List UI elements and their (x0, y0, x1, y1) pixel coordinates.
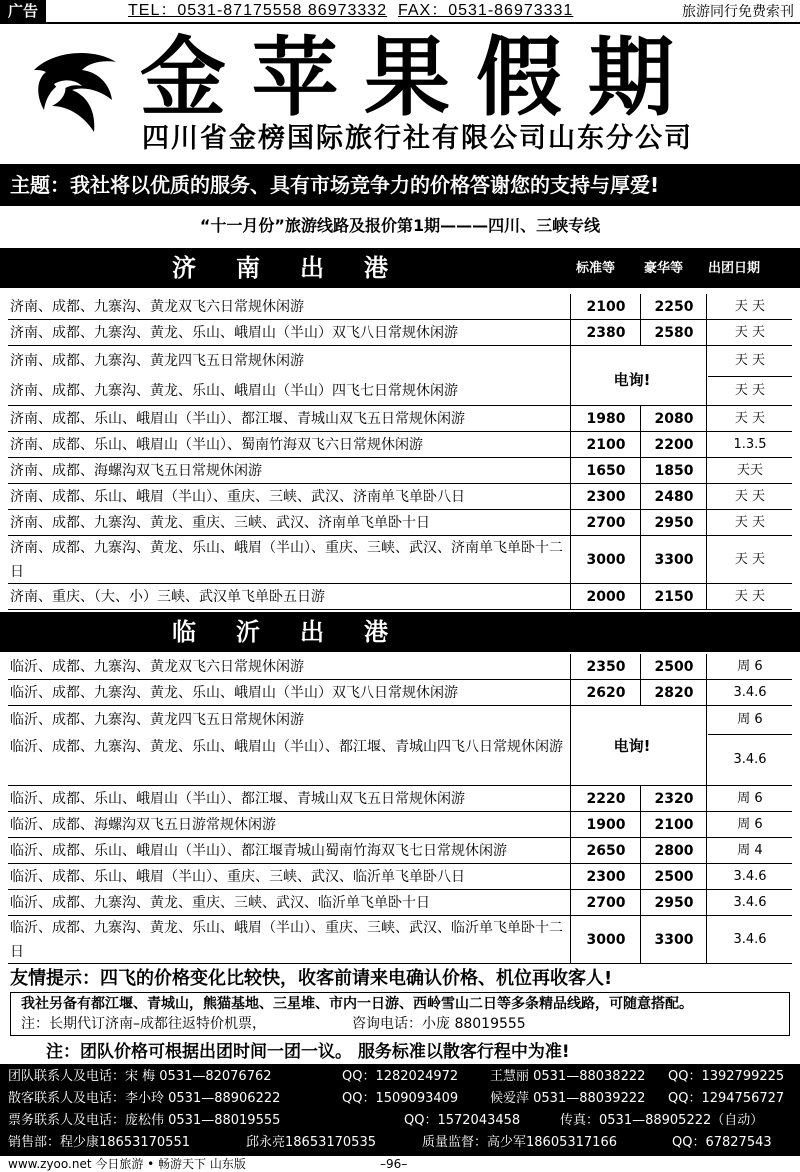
route-name: 济南、成都、乐山、峨眉山（半山）、蜀南竹海双飞六日常规休闲游 (10, 437, 423, 453)
route-name: 济南、成都、乐山、峨眉（半山）、重庆、三峡、武汉、济南单飞单卧八日 (10, 489, 465, 505)
route-name: 临沂、成都、乐山、峨眉（半山）、重庆、三峡、武汉、临沂单飞单卧八日 (10, 869, 465, 885)
table-row (8, 432, 792, 458)
price-luxury: 3300 (654, 552, 694, 568)
quality-supervisor: 质量监督：高少军18605317166 (422, 1135, 617, 1150)
brand-title: 金苹果假期 (140, 27, 700, 128)
free-index-label: 旅游同行免费索刊 (682, 4, 794, 20)
col-luxury: 豪华等 (644, 261, 684, 276)
table-row (8, 890, 792, 916)
consult-phone: 咨询电话：小庞 88019555 (352, 1016, 526, 1032)
company-name: 四川省金榜国际旅行社有限公司山东分公司 (142, 123, 693, 154)
top-fax: FAX：0531-86973331 (397, 2, 574, 19)
route-name: 济南、成都、九寨沟、黄龙四飞五日常规休闲游 (10, 353, 304, 369)
price-standard: 2300 (586, 869, 626, 885)
price-luxury: 2080 (654, 411, 694, 427)
sales-contact-2: 邱永亮18653170535 (246, 1135, 376, 1150)
group-contact: 团队联系人及电话：宋 梅 0531—82076762 (8, 1069, 272, 1084)
individual-contact-2: 候爱萍 0531—88039222 (490, 1091, 646, 1106)
table-row (8, 294, 792, 320)
section-port-title: 临沂出港 (172, 618, 428, 646)
price-standard: 1900 (586, 817, 626, 833)
price-luxury: 2950 (654, 515, 694, 531)
table-row (8, 812, 792, 838)
group-qq-2: QQ：1392799225 (668, 1069, 785, 1084)
route-name: 临沂、成都、九寨沟、黄龙、乐山、峨眉（半山）、重庆、三峡、武汉、临沂单飞单卧十二日 (10, 920, 563, 960)
contacts-panel (0, 1064, 800, 1156)
top-bar (0, 0, 800, 24)
departure-date: 天 天 (734, 552, 766, 567)
group-qq: QQ：1282024972 (342, 1069, 459, 1084)
route-name: 济南、成都、九寨沟、黄龙双飞六日常规休闲游 (10, 299, 304, 315)
price-standard: 2650 (586, 843, 626, 859)
price-standard: 3000 (586, 932, 626, 948)
linyi-inquire-label: 电询! (613, 737, 651, 755)
route-name: 济南、成都、九寨沟、黄龙、重庆、三峡、武汉、济南单飞单卧十日 (10, 515, 430, 531)
ticket-qq: QQ：1572043458 (404, 1113, 521, 1128)
friendly-tip: 友情提示：四飞的价格变化比较快，收客前请来电确认价格、机位再收客人! (10, 968, 613, 989)
individual-qq: QQ：1509093409 (342, 1091, 459, 1106)
table-row (8, 510, 792, 536)
departure-date: 周 6 (737, 659, 763, 674)
departure-date: 天 天 (734, 515, 766, 530)
bird-logo-icon (24, 40, 128, 144)
price-standard: 2700 (586, 515, 626, 531)
route-name: 临沂、成都、乐山、峨眉山（半山）、都江堰、青城山双飞五日常规休闲游 (10, 791, 465, 807)
departure-date: 1.3.5 (733, 437, 767, 452)
route-name: 临沂、成都、九寨沟、黄龙双飞六日常规休闲游 (10, 659, 304, 675)
price-standard: 2300 (586, 489, 626, 505)
table-row (8, 654, 792, 680)
table-row (8, 680, 792, 706)
quality-qq: QQ：67827543 (672, 1135, 772, 1150)
table-row (8, 864, 792, 890)
price-luxury: 2100 (654, 817, 694, 833)
ad-label: 广告 (0, 0, 46, 22)
price-luxury: 2500 (654, 869, 694, 885)
sales-contact: 销售部：程少康18653170551 (8, 1135, 190, 1150)
group-price-note: 注：团队价格可根据出团时间一团一议。 服务标准以散客行程中为准! (46, 1042, 570, 1062)
route-name: 济南、重庆、（大、小）三峡、武汉单飞单卧五日游 (10, 589, 325, 605)
linyi-section-header (0, 612, 800, 652)
price-standard: 2000 (586, 589, 626, 605)
departure-date: 3.4.6 (733, 685, 767, 700)
table-row (8, 320, 792, 346)
price-luxury: 2320 (654, 791, 694, 807)
departure-date: 3.4.6 (733, 932, 767, 947)
departure-date: 天 天 (734, 489, 766, 504)
ticket-note (21, 1015, 526, 1033)
page-number: –96– (380, 1157, 408, 1171)
route-name: 临沂、成都、海螺沟双飞五日游常规休闲游 (10, 817, 276, 833)
departure-date: 3.4.6 (733, 895, 767, 910)
price-standard: 1980 (586, 411, 626, 427)
extra-routes-note: 我社另备有都江堰、青城山，熊猫基地、三星堆、市内一日游、西岭雪山二日等多条精品线路，可随意搭配。 (21, 996, 693, 1012)
top-tel: TEL：0531-87175558 86973332 (128, 2, 388, 19)
route-name: 济南、成都、九寨沟、黄龙、乐山、峨眉山（半山）双飞八日常规休闲游 (10, 325, 458, 341)
departure-date: 周 6 (737, 817, 763, 832)
issue-subtitle: “十一月份”旅游线路及报价第1期———四川、三峡专线 (199, 216, 601, 235)
price-standard: 2620 (586, 685, 626, 701)
departure-date: 周 6 (737, 791, 763, 806)
route-name: 临沂、成都、乐山、峨眉山（半山）、都江堰青城山蜀南竹海双飞七日常规休闲游 (10, 843, 507, 859)
price-luxury: 3300 (654, 932, 694, 948)
route-name: 临沂、成都、九寨沟、黄龙、重庆、三峡、武汉、临沂单飞单卧十日 (10, 895, 430, 911)
price-luxury: 2480 (654, 489, 694, 505)
route-name: 临沂、成都、九寨沟、黄龙、乐山、峨眉山（半山）双飞八日常规休闲游 (10, 685, 458, 701)
departure-date: 天 天 (734, 299, 766, 314)
group-contact-2: 王慧丽 0531—88038222 (490, 1069, 646, 1084)
price-luxury: 1850 (654, 463, 694, 479)
ticket-contact: 票务联系人及电话：庞松伟 0531—88019555 (8, 1113, 281, 1128)
footer (0, 1156, 800, 1172)
departure-date: 天 天 (734, 383, 766, 398)
price-luxury: 2580 (654, 325, 694, 341)
departure-date: 天 天 (734, 411, 766, 426)
price-luxury: 2150 (654, 589, 694, 605)
departure-date: 天 天 (734, 325, 766, 340)
departure-date: 周 6 (708, 706, 792, 735)
departure-date: 周 4 (737, 843, 763, 858)
departure-date: 天天 (736, 463, 763, 478)
ticket-text: 注：长期代订济南–成都往返特价机票， (21, 1016, 266, 1032)
linyi-route-table (8, 654, 792, 964)
individual-qq-2: QQ：1294756727 (668, 1091, 785, 1106)
table-row (8, 458, 792, 484)
price-standard: 3000 (586, 552, 626, 568)
departure-date: 天 天 (708, 346, 792, 377)
top-contact (128, 1, 573, 21)
route-name: 济南、成都、九寨沟、黄龙、乐山、峨眉山（半山）四飞七日常规休闲游 (10, 383, 458, 399)
departure-date: 3.4.6 (733, 869, 767, 884)
price-standard: 2380 (586, 325, 626, 341)
jinan-inquire-label: 电询! (613, 371, 651, 389)
route-name: 临沂、成都、九寨沟、黄龙四飞五日常规休闲游 (10, 712, 304, 728)
theme-banner: 主题：我社将以优质的服务、具有市场竞争力的价格答谢您的支持与厚爱! (0, 164, 800, 206)
route-name: 临沂、成都、九寨沟、黄龙、乐山、峨眉山（半山）、都江堰、青城山四飞八日常规休闲游 (10, 739, 563, 755)
price-luxury: 2820 (654, 685, 694, 701)
table-row (8, 706, 792, 734)
price-luxury: 2200 (654, 437, 694, 453)
jinan-section-header (0, 248, 800, 288)
individual-contact: 散客联系人及电话：李小玲 0531—88906222 (8, 1091, 281, 1106)
departure-date: 3.4.6 (733, 752, 767, 767)
table-row (8, 838, 792, 864)
tip-box (10, 992, 790, 1036)
table-row (8, 584, 792, 610)
price-standard: 1650 (586, 463, 626, 479)
price-luxury: 2500 (654, 659, 694, 675)
route-name: 济南、成都、九寨沟、黄龙、乐山、峨眉（半山）、重庆、三峡、武汉、济南单飞单卧十二日 (10, 540, 563, 580)
price-luxury: 2250 (654, 299, 694, 315)
route-name: 济南、成都、海螺沟双飞五日常规休闲游 (10, 463, 262, 479)
price-standard: 2100 (586, 437, 626, 453)
col-standard: 标准等 (576, 261, 616, 276)
price-standard: 2700 (586, 895, 626, 911)
table-row (8, 484, 792, 510)
route-name: 济南、成都、乐山、峨眉山（半山）、都江堰、青城山双飞五日常规休闲游 (10, 411, 465, 427)
jinan-route-table (8, 294, 792, 610)
table-row (8, 406, 792, 432)
section-port-title: 济南出港 (172, 254, 428, 282)
price-standard: 2100 (586, 299, 626, 315)
price-standard: 2350 (586, 659, 626, 675)
col-departure: 出团日期 (708, 261, 761, 276)
table-row (8, 786, 792, 812)
table-row (8, 536, 792, 584)
table-row (8, 916, 792, 964)
price-luxury: 2950 (654, 895, 694, 911)
price-standard: 2220 (586, 791, 626, 807)
departure-date: 天 天 (734, 589, 766, 604)
footer-site: www.zyoo.net 今日旅游 • 畅游天下 山东版 (8, 1157, 246, 1171)
price-luxury: 2800 (654, 843, 694, 859)
fax-number: 传真：0531—88905222（自动） (560, 1113, 764, 1128)
